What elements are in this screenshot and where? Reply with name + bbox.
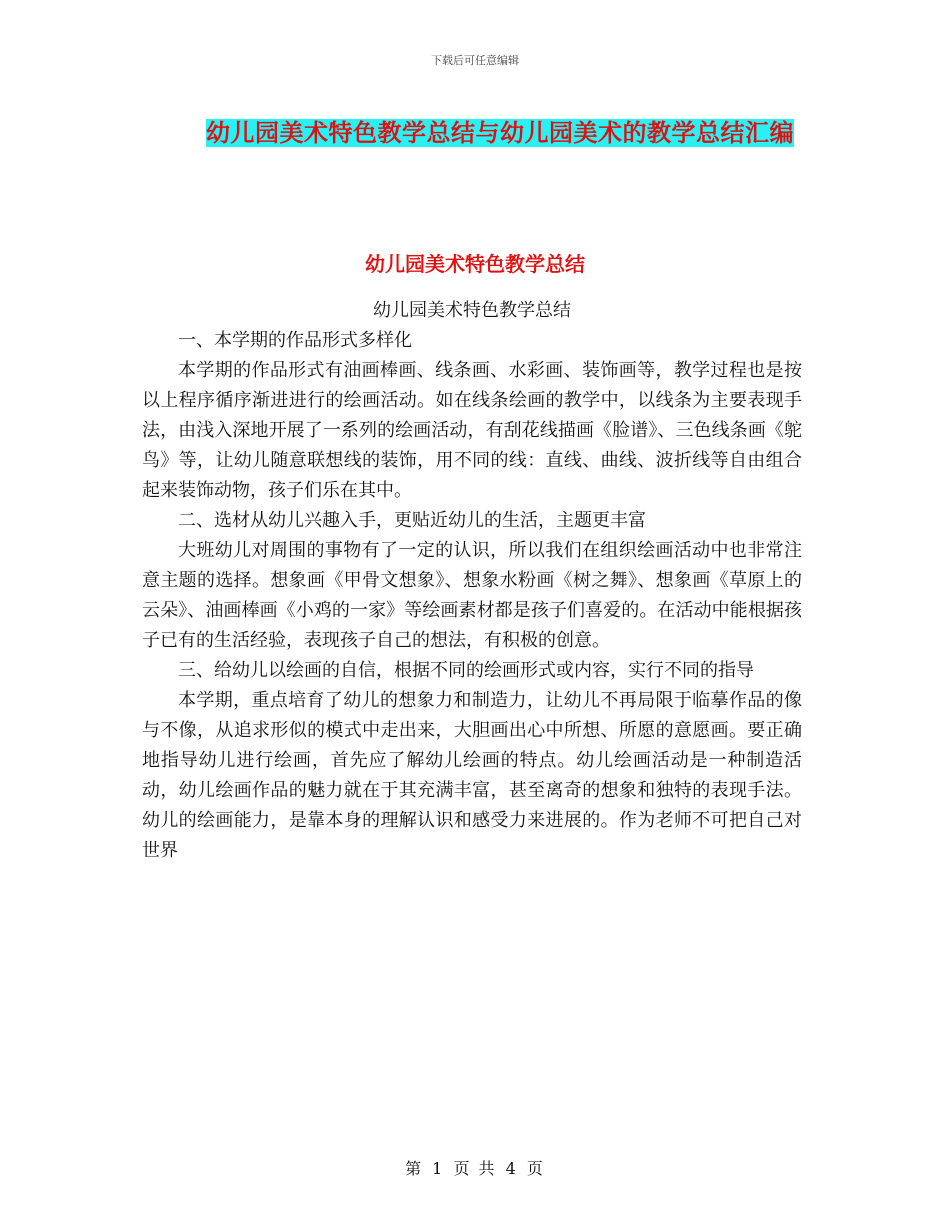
body-subtitle: 幼儿园美术特色教学总结 (373, 300, 571, 321)
header-note: 下载后可任意编辑 (431, 54, 519, 67)
total-page-count: 4 (505, 1159, 518, 1178)
section-three-heading: 三、给幼儿以绘画的自信，根据不同的绘画形式或内容，实行不同的指导 (178, 660, 754, 681)
body-paragraph: 本学期，重点培育了幼儿的想象力和制造力，让幼儿不再局限于临摹作品的像与不像，从追求形似的模式中走出来，大胆画出心中所想、所愿的意愿画。要正确地指导幼儿进行绘画，首先应了解幼儿绘画的特点。幼儿绘画活动是一种制造活动，幼儿绘画作品的魅力就在于其充满丰富，甚至离奇的想象和独特的表现手法。幼儿的绘画能力，是靠本身的理解认识和感受力来进展的。作为老师不可把自己对世界 (142, 690, 802, 861)
page-footer (0, 1156, 950, 1179)
document-body (142, 296, 802, 866)
section-two-heading: 二、选材从幼儿兴趣入手，更贴近幼儿的生活，主题更丰富 (178, 510, 646, 531)
body-paragraph: 大班幼儿对周围的事物有了一定的认识，所以我们在组织绘画活动中也非常注意主题的选择。想象画《甲骨文想象》、想象水粉画《树之舞》、想象画《草原上的云朵》、油画棒画《小鸡的一家》等绘画素材都是孩子们喜爱的。在活动中能根据孩子已有的生活经验，表现孩子自己的想法，有积极的创意。 (142, 540, 802, 651)
body-paragraph: 本学期的作品形式有油画棒画、线条画、水彩画、装饰画等，教学过程也是按以上程序循序渐进进行的绘画活动。如在线条绘画的教学中，以线条为主要表现手法，由浅入深地开展了一系列的绘画活动，有刮花线描画《脸谱》、三色线条画《鸵鸟》等，让幼儿随意联想线的装饰，用不同的线：直线、曲线、波折线等自由组合起来装饰动物，孩子们乐在其中。 (142, 360, 802, 501)
footer-suffix: 页 (526, 1159, 545, 1178)
footer-middle: 页 共 (453, 1159, 497, 1178)
section-heading: 幼儿园美术特色教学总结 (365, 252, 585, 276)
document-title: 幼儿园美术特色教学总结与幼儿园美术的教学总结汇编 (206, 119, 794, 147)
document-title-block (180, 112, 820, 157)
footer-prefix: 第 (405, 1159, 424, 1178)
section-one-heading: 一、本学期的作品形式多样化 (178, 330, 412, 351)
current-page-number: 1 (432, 1159, 445, 1178)
